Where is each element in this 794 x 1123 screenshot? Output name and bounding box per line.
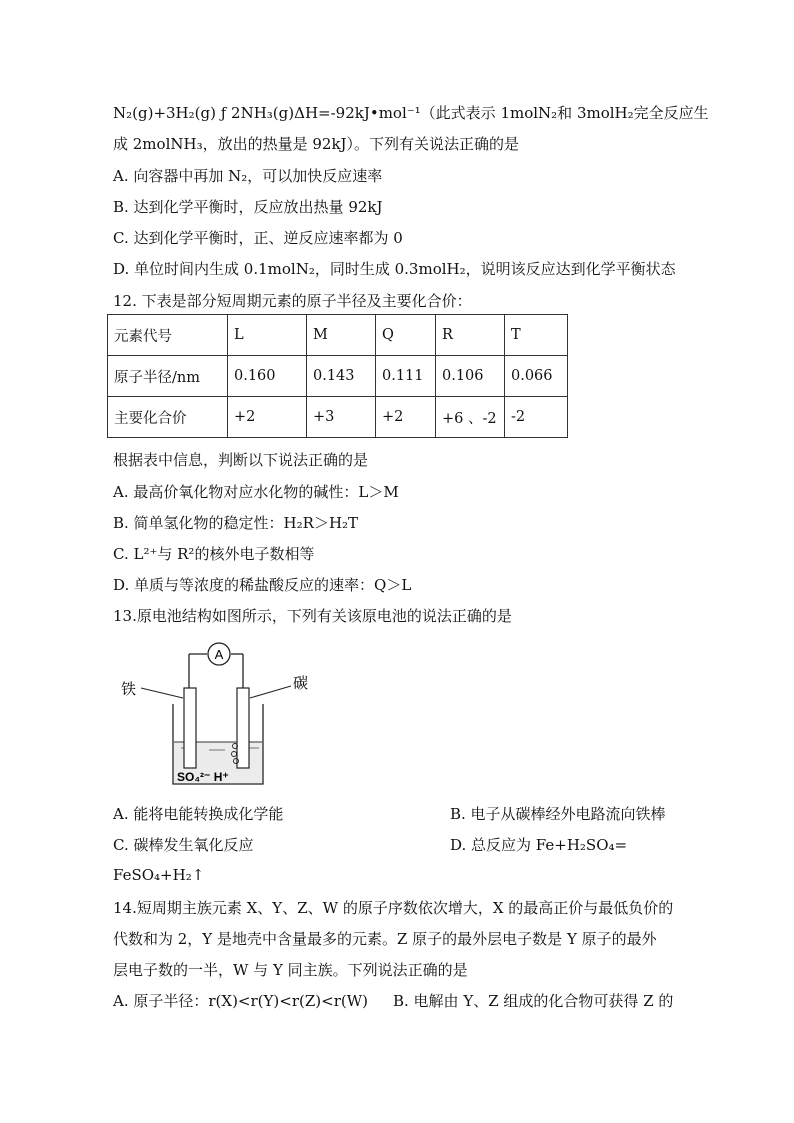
carbon-electrode xyxy=(237,688,249,768)
carbon-label: 碳 xyxy=(293,674,309,692)
table-cell: L xyxy=(228,315,307,356)
q13-option-b: B. 电子从碳棒经外电路流向铁棒 xyxy=(450,805,666,823)
element-table xyxy=(107,314,568,438)
table-row xyxy=(108,397,568,438)
iron-electrode xyxy=(184,688,196,768)
q14-option-a: A. 原子半径：r(X)<r(Y)<r(Z)<r(W) xyxy=(113,992,368,1010)
q11-line-2: 成 2molNH₃，放出的热量是 92kJ）。下列有关说法正确的是 xyxy=(113,135,520,153)
q11-option-b: B. 达到化学平衡时，反应放出热量 92kJ xyxy=(113,198,383,216)
q13-option-d-continuation: FeSO₄+H₂↑ xyxy=(113,866,205,884)
table-cell: 0.143 xyxy=(307,356,376,397)
q12-stem: 12. 下表是部分短周期元素的原子半径及主要化合价： xyxy=(113,292,472,310)
table-cell: M xyxy=(307,315,376,356)
table-cell: 0.066 xyxy=(505,356,568,397)
q13-stem: 13.原电池结构如图所示，下列有关该原电池的说法正确的是 xyxy=(113,607,512,625)
q14-line-3: 层电子数的一半，W 与 Y 同主族。下列说法正确的是 xyxy=(113,961,468,979)
table-cell: +2 xyxy=(376,397,436,438)
table-cell: 0.111 xyxy=(376,356,436,397)
table-cell: 原子半径/nm xyxy=(108,356,228,397)
table-cell: +2 xyxy=(228,397,307,438)
galvanic-cell-diagram xyxy=(113,640,313,790)
table-header-row xyxy=(108,315,568,356)
table-cell: 主要化合价 xyxy=(108,397,228,438)
table-cell: 0.106 xyxy=(436,356,505,397)
q12-option-d: D. 单质与等浓度的稀盐酸反应的速率：Q＞L xyxy=(113,576,412,594)
table-cell: T xyxy=(505,315,568,356)
q12-after-text: 根据表中信息，判断以下说法正确的是 xyxy=(113,451,369,469)
table-cell: Q xyxy=(376,315,436,356)
table-cell: 0.160 xyxy=(228,356,307,397)
q11-option-a: A. 向容器中再加 N₂，可以加快反应速率 xyxy=(113,167,383,185)
q11-line-1: N₂(g)+3H₂(g) ƒ 2NH₃(g)ΔH=-92kJ•mol⁻¹（此式表示 1molN₂和 3molH₂完全反应生 xyxy=(113,104,709,122)
table-cell: 元素代号 xyxy=(108,315,228,356)
q14-line-2: 代数和为 2，Y 是地壳中含量最多的元素。Z 原子的最外层电子数是 Y 原子的最外 xyxy=(113,930,657,948)
q13-option-d: D. 总反应为 Fe+H₂SO₄= xyxy=(450,836,628,854)
q12-option-b: B. 简单氢化物的稳定性：H₂R＞H₂T xyxy=(113,514,359,532)
table-row xyxy=(108,356,568,397)
q11-option-d: D. 单位时间内生成 0.1molN₂，同时生成 0.3molH₂，说明该反应达到化学平衡状态 xyxy=(113,260,676,278)
q14-option-b: B. 电解由 Y、Z 组成的化合物可获得 Z 的 xyxy=(393,992,674,1010)
table-cell: R xyxy=(436,315,505,356)
q13-option-a: A. 能将电能转换成化学能 xyxy=(113,805,284,823)
iron-label: 铁 xyxy=(121,680,137,698)
q14-line-1: 14.短周期主族元素 X、Y、Z、W 的原子序数依次增大，X 的最高正价与最低负价的 xyxy=(113,899,674,917)
q13-option-c: C. 碳棒发生氧化反应 xyxy=(113,836,254,854)
table-cell: +6 、-2 xyxy=(436,397,505,438)
table-cell: +3 xyxy=(307,397,376,438)
q11-option-c: C. 达到化学平衡时，正、逆反应速率都为 0 xyxy=(113,229,403,247)
table-cell: -2 xyxy=(505,397,568,438)
q12-option-a: A. 最高价氧化物对应水化物的碱性：L＞M xyxy=(113,483,399,501)
ammeter-label: A xyxy=(214,647,224,662)
q12-option-c: C. L²⁺与 R²的核外电子数相等 xyxy=(113,545,315,563)
solution-ions-label: SO₄²⁻ H⁺ xyxy=(177,770,229,784)
